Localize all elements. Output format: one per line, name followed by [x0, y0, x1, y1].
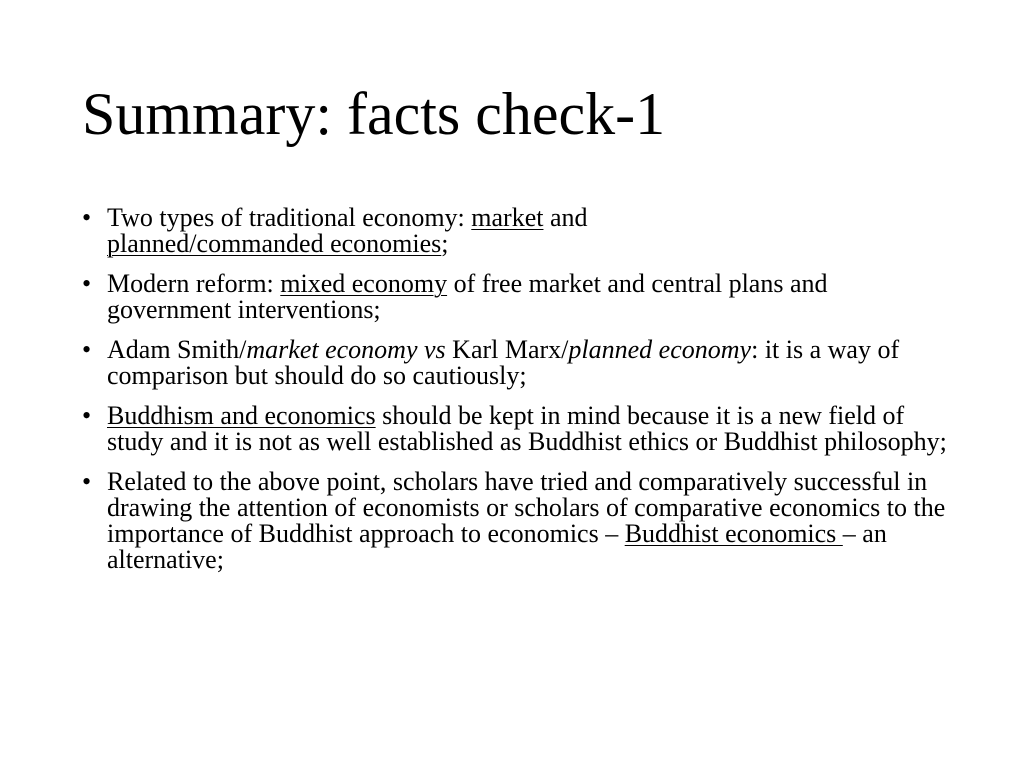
underlined-term: Buddhist economics: [624, 519, 843, 548]
bullet-item: [80, 205, 950, 257]
bullet-text: should be kept in mind because it is a new field of study and it is not as well established as Buddhist ethics or Buddhist philosophy;: [107, 401, 947, 456]
bullet-icon: •: [82, 401, 92, 430]
bullet-item: [80, 271, 950, 323]
bullet-text: Modern reform:: [107, 269, 281, 298]
underlined-term: planned/commanded economies: [107, 229, 442, 258]
underlined-term: mixed economy: [280, 269, 448, 298]
bullet-icon: •: [82, 203, 92, 232]
bullet-text: : it is a way of comparison but should do so cautiously;: [107, 335, 900, 390]
bullet-text: of free market and central plans and government interventions;: [107, 269, 828, 324]
bullet-text: Two types of traditional economy:: [107, 203, 472, 232]
underlined-term: Buddhism and economics: [107, 401, 376, 430]
bullet-text: – an alternative;: [107, 519, 887, 574]
bullet-item: [80, 403, 950, 455]
italic-term: planned economy: [568, 335, 752, 364]
bullet-item: [80, 337, 950, 389]
bullet-icon: •: [82, 269, 92, 298]
bullet-text: Related to the above point, scholars have tried and comparatively successful in drawing the attention of economists or scholars of comparative economics to the importance of Buddhist approach to economics –: [107, 467, 946, 548]
bullet-list: [80, 205, 950, 587]
slide-title: Summary: facts check-1: [82, 81, 666, 147]
bullet-icon: •: [82, 335, 92, 364]
italic-term: market economy vs: [246, 335, 446, 364]
bullet-text: Adam Smith/: [107, 335, 247, 364]
underlined-term: market: [471, 203, 544, 232]
bullet-text: Karl Marx/: [445, 335, 569, 364]
bullet-text: ;: [441, 229, 449, 258]
bullet-text: and: [543, 203, 588, 232]
bullet-item: [80, 469, 950, 573]
bullet-icon: •: [82, 467, 92, 496]
